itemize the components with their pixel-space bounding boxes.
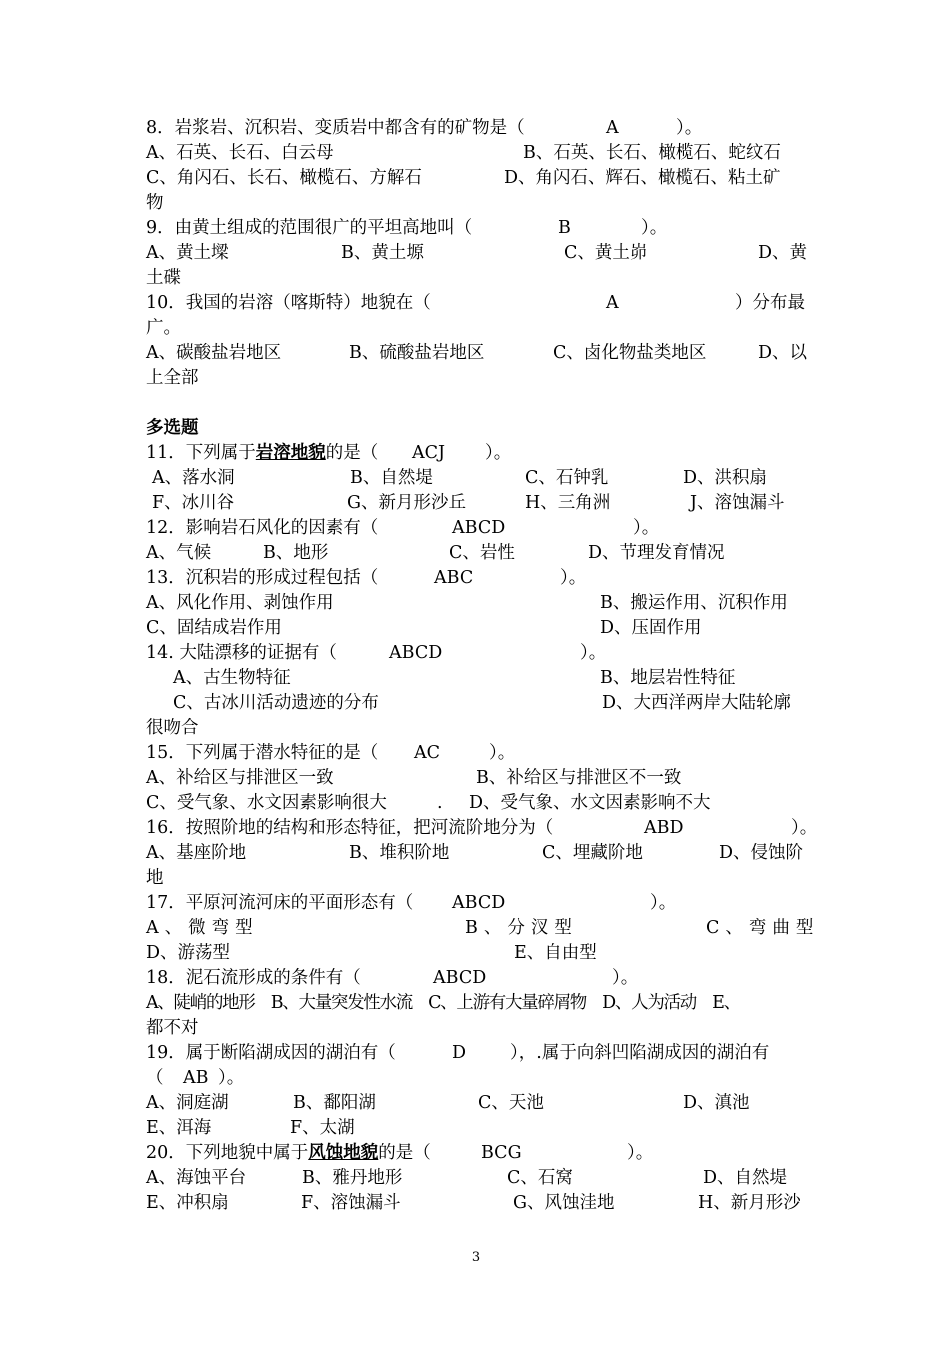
question-16-stem [0,816,952,840]
question-text-continuation: 广。 [146,318,181,338]
question-19-options-row2 [0,1116,952,1140]
keyword: 风蚀地貌 [308,1143,379,1163]
answer: D [452,1043,467,1063]
answer: AB [183,1068,209,1088]
option: A、洞庭湖 [146,1093,229,1113]
stray-dot: . [437,793,443,813]
option: B、搬运作用、沉积作用 [600,593,788,613]
option: A、补给区与排泄区一致 [146,768,334,788]
option: F、太湖 [290,1118,355,1138]
option: A、微弯型 [146,918,259,938]
answer: ABCD [452,893,506,913]
bracket-close: ）。 [218,1068,245,1088]
answer: AC [414,743,441,763]
answer: A [606,293,619,313]
question-12-stem [0,516,952,540]
option: B、地层岩性特征 [600,668,736,688]
question-10-options [0,341,952,365]
bracket-close: ）。 [641,218,668,238]
bracket-close: ）。 [791,818,818,838]
question-14-wrap [0,716,952,740]
question-text: 13．沉积岩的形成过程包括（ [146,568,379,588]
option: F、溶蚀漏斗 [301,1193,401,1213]
option: D、大西洋两岸大陆轮廓 [602,693,792,713]
answer: ABCD [389,643,443,663]
answer: ABCD [433,968,487,988]
question-14-options-row1 [0,666,952,690]
question-20-options-row1 [0,1166,952,1190]
question-text: 17．平原河流河床的平面形态有（ [146,893,414,913]
question-text-mid: ），.属于向斜凹陷湖成因的湖泊有 [510,1043,770,1063]
option: C、受气象、水文因素影响很大 [146,793,387,813]
bracket-close: ）。 [485,443,512,463]
option: A、基座阶地 [146,843,247,863]
question-13-options-row2 [0,616,952,640]
question-text: 10．我国的岩溶（喀斯特）地貌在（ [146,293,431,313]
question-text: 8．岩浆岩、沉积岩、变质岩中都含有的矿物是（ [146,118,525,138]
bracket-close: ）。 [612,968,639,988]
question-11-options-row1 [0,466,952,490]
question-text: 18．泥石流形成的条件有（ [146,968,361,988]
question-17-options-row2 [0,941,952,965]
option: D、侵蚀阶 [719,843,804,863]
option: C、天池 [478,1093,544,1113]
question-15-options-row2 [0,791,952,815]
option: E、自由型 [514,943,597,963]
option: B、自然堤 [350,468,433,488]
question-9-wrap [0,266,952,290]
question-16-wrap [0,866,952,890]
question-17-stem [0,891,952,915]
question-8-options-row2 [0,166,952,190]
option-continuation: 物 [146,193,164,213]
answer: ABC [434,568,474,588]
option: B、鄱阳湖 [293,1093,376,1113]
bracket-open: （ [146,1068,164,1088]
option: A、风化作用、剥蚀作用 [146,593,334,613]
question-text: 16．按照阶地的结构和形态特征，把河流阶地分为（ [146,818,554,838]
bracket-close: ）。 [560,568,587,588]
option: C、弯曲型 [706,918,820,938]
question-17-options-row1 [0,916,952,940]
answer: ACJ [412,443,446,463]
option: F、冰川谷 [152,493,235,513]
bracket-close: ）。 [580,643,607,663]
answer: A [606,118,619,138]
bracket-close: ）分布最 [735,293,805,313]
question-11-stem [0,441,952,465]
option: B、黄土塬 [341,243,424,263]
option: D、滇池 [683,1093,750,1113]
question-8-wrap [0,191,952,215]
option: J、溶蚀漏斗 [690,493,785,513]
option: D、受气象、水文因素影响不大 [469,793,711,813]
question-10-wrap2 [0,366,952,390]
option: A、黄土墚 [146,243,229,263]
page-number: 3 [471,1250,481,1265]
question-9-options [0,241,952,265]
question-19-options-row1 [0,1091,952,1115]
question-18-options [0,991,952,1015]
answer: ABD [644,818,684,838]
option-continuation: 都不对 [146,1018,199,1038]
question-suffix: 的是（ [378,1143,431,1163]
option: D、节理发育情况 [588,543,725,563]
question-15-stem [0,741,952,765]
option-list: A、陡峭的地形 B、大量突发性水流 C、上游有大量碎屑物 D、人为活动 E、 [146,993,740,1013]
keyword: 岩溶地貌 [255,443,326,463]
option: C、岩性 [449,543,515,563]
question-13-options-row1 [0,591,952,615]
bracket-close: ）。 [650,893,677,913]
question-prefix: 11．下列属于 [146,443,256,463]
option: D、自然堤 [703,1168,788,1188]
answer: B [558,218,571,238]
option: A、碳酸盐岩地区 [146,343,282,363]
section-title [0,416,952,440]
option: E、洱海 [146,1118,212,1138]
option: C、角闪石、长石、橄榄石、方解石 [146,168,422,188]
question-8-options-row1 [0,141,952,165]
option-continuation: 很吻合 [146,718,199,738]
option-continuation: 地 [146,868,164,888]
option: D、角闪石、辉石、橄榄石、粘土矿 [504,168,781,188]
question-12-options [0,541,952,565]
question-18-stem [0,966,952,990]
bracket-close: ）。 [489,743,516,763]
question-15-options-row1 [0,766,952,790]
option: C、石钟乳 [525,468,609,488]
question-text: 19．属于断陷湖成因的湖泊有（ [146,1043,396,1063]
option: A、落水洞 [152,468,235,488]
question-text: 14. 大陆漂移的证据有（ [146,643,337,663]
question-14-options-row2 [0,691,952,715]
question-prefix: 20．下列地貌中属于 [146,1143,309,1163]
question-16-options [0,841,952,865]
question-text: 12．影响岩石风化的因素有（ [146,518,379,538]
option: D、以 [758,343,808,363]
option: D、压固作用 [600,618,702,638]
question-20-options-row2 [0,1191,952,1215]
option: H、三角洲 [525,493,611,513]
option: B、分汊型 [465,918,578,938]
section-heading: 多选题 [146,418,199,438]
bracket-close: ）。 [676,118,703,138]
option: G、新月形沙丘 [347,493,466,513]
option: A、海蚀平台 [146,1168,247,1188]
option: C、石窝 [507,1168,573,1188]
question-18-wrap [0,1016,952,1040]
question-8-stem [0,116,952,140]
question-14-stem [0,641,952,665]
option: E、冲积扇 [146,1193,229,1213]
answer: BCG [481,1143,522,1163]
option: B、堆积阶地 [349,843,450,863]
option: A、古生物特征 [173,668,291,688]
option: D、洪积扇 [683,468,768,488]
question-text [146,441,378,465]
option: B、硫酸盐岩地区 [349,343,485,363]
option: C、黄土峁 [564,243,648,263]
option: B、地形 [263,543,329,563]
option: A、石英、长石、白云母 [146,143,334,163]
question-text: 9．由黄土组成的范围很广的平坦高地叫（ [146,218,473,238]
question-10-stem [0,291,952,315]
question-text [146,1141,431,1165]
option: D、黄 [758,243,808,263]
option: C、古冰川活动遗迹的分布 [173,693,379,713]
question-20-stem [0,1141,952,1165]
option: G、风蚀洼地 [513,1193,615,1213]
option: B、雅丹地形 [302,1168,403,1188]
question-11-options-row2 [0,491,952,515]
option: C、固结成岩作用 [146,618,282,638]
option: D、游荡型 [146,943,231,963]
option: B、补给区与排泄区不一致 [476,768,682,788]
question-19-stem [0,1041,952,1065]
option-continuation: 上全部 [146,368,199,388]
answer: ABCD [452,518,506,538]
question-text: 15．下列属于潜水特征的是（ [146,743,379,763]
option: B、石英、长石、橄榄石、蛇纹石 [523,143,781,163]
question-13-stem [0,566,952,590]
option: C、卤化物盐类地区 [553,343,707,363]
question-10-wrap [0,316,952,340]
question-19-stem-cont [0,1066,952,1090]
question-9-stem [0,216,952,240]
bracket-close: ）。 [627,1143,654,1163]
option-continuation: 土碟 [146,268,181,288]
bracket-close: ）。 [633,518,660,538]
option: A、气候 [146,543,212,563]
option: H、新月形沙 [698,1193,801,1213]
question-suffix: 的是（ [325,443,379,463]
option: C、埋藏阶地 [542,843,643,863]
